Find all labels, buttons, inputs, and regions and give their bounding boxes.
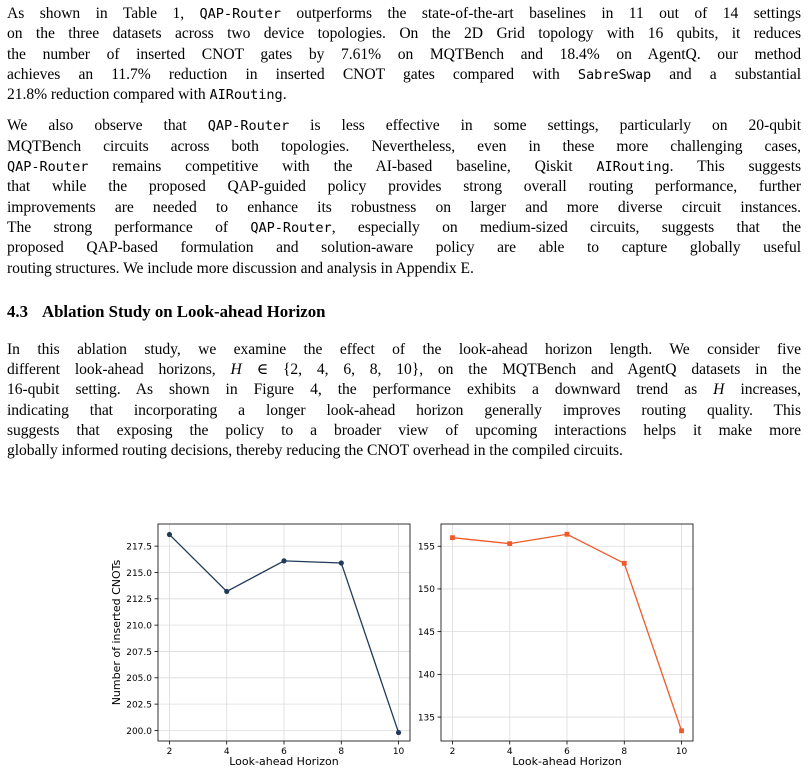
y-tick-label: 207.5 <box>126 647 152 658</box>
data-point <box>622 561 627 566</box>
text-line: 16-qubit setting. As shown in Figure 4, the performance exhibits a downward trend as H increases, <box>7 381 801 399</box>
figure-4 <box>0 520 808 771</box>
text-line: The strong performance of QAP-Router, especially on medium-sized circuits, suggests that the <box>7 218 802 236</box>
text-line: globally informed routing decisions, thereby reducing the CNOT overhead in the compiled circuits. <box>7 442 623 460</box>
code-term: QAP-Router <box>7 159 89 176</box>
x-tick-label: 6 <box>281 747 287 757</box>
data-point <box>281 558 286 563</box>
y-tick-label: 212.5 <box>126 595 152 606</box>
y-tick-label: 202.5 <box>126 700 152 711</box>
code-term: SabreSwap <box>577 66 652 83</box>
code-term: QAP-Router <box>207 118 290 135</box>
text-line: improvements are needed to enhance its robustness on larger and more diverse circuit instances. <box>7 198 801 216</box>
text-line: routing structures. We include more discussion and analysis in Appendix E. <box>7 259 474 277</box>
data-point <box>224 589 229 594</box>
figure-4-svg <box>0 520 808 771</box>
x-tick-label: 10 <box>675 747 688 757</box>
text-line: QAP-Router remains competitive with the AI-based baseline, Qiskit AIRouting. This suggests <box>7 158 801 176</box>
text-line: indicating that incorporating a longer look-ahead horizon generally improves routing quality. This <box>7 401 801 419</box>
code-term: AIRouting <box>209 87 283 104</box>
data-point <box>450 535 455 540</box>
text-line: on the three datasets across two device topologies. On the 2D Grid topology with 16 qubits, it reduces <box>7 25 801 43</box>
x-tick-label: 2 <box>166 747 173 757</box>
text-line: different look-ahead horizons, H ∈ {2, 4, 6, 8, 10}, on the MQTBench and AgentQ datasets in the <box>7 361 801 379</box>
text-line: proposed QAP-based formulation and solution-aware policy are able to capture globally useful <box>7 239 801 257</box>
y-axis-label: Number of inserted CNOTs <box>110 559 123 706</box>
x-tick-label: 10 <box>392 747 405 757</box>
math-symbol: H <box>713 381 725 399</box>
y-tick-label: 217.5 <box>126 542 152 553</box>
code-term: QAP-Router <box>199 6 281 22</box>
data-point <box>339 560 344 565</box>
data-point <box>167 532 172 537</box>
text-line: As shown in Table 1, QAP-Router outperforms the state-of-the-art baselines in 11 out of 14 settings <box>7 5 801 22</box>
text-line: MQTBench circuits across both topologies. Nevertheless, even in these more challenging cases, <box>7 137 801 155</box>
section-heading <box>7 301 801 323</box>
paragraph-observations <box>7 116 801 278</box>
text-line: the number of inserted CNOT gates by 7.61% on MQTBench and 18.4% on AgentQ. our method <box>7 45 801 63</box>
text-line: In this ablation study, we examine the effect of the look-ahead horizon length. We consider five <box>7 340 801 358</box>
x-tick-label: 8 <box>338 747 345 757</box>
y-tick-label: 200.0 <box>126 726 152 737</box>
y-tick-label: 210.0 <box>126 621 152 632</box>
code-term: AIRouting <box>596 159 670 176</box>
y-tick-label: 140 <box>417 670 435 681</box>
y-tick-label: 150 <box>417 585 435 596</box>
x-axis-label: Look-ahead Horizon <box>512 755 622 768</box>
x-tick-label: 4 <box>506 747 513 757</box>
x-axis-label: Look-ahead Horizon <box>229 755 339 768</box>
paper-page <box>7 4 801 462</box>
text-line: 21.8% reduction compared with AIRouting. <box>7 86 287 104</box>
data-point <box>507 541 512 546</box>
text-line: We also observe that QAP-Router is less effective in some settings, particularly on 20-qubit <box>7 117 801 135</box>
y-tick-label: 155 <box>417 542 435 553</box>
data-point <box>679 728 684 733</box>
data-point <box>565 532 570 537</box>
data-point <box>396 730 401 735</box>
paragraph-ablation <box>7 340 801 462</box>
x-tick-label: 4 <box>223 747 230 757</box>
section-title: Ablation Study on Look-ahead Horizon <box>41 301 326 321</box>
y-tick-label: 215.0 <box>126 568 152 579</box>
y-tick-label: 205.0 <box>126 674 152 685</box>
text-line: that while the proposed QAP-guided policy provides strong overall routing performance, further <box>7 178 801 196</box>
code-term: QAP-Router <box>250 219 332 236</box>
section-number: 4.3 <box>7 301 28 321</box>
x-tick-label: 6 <box>564 747 570 757</box>
paragraph-results <box>7 4 801 105</box>
y-tick-label: 145 <box>417 627 435 638</box>
math-symbol: H <box>230 361 242 379</box>
text-line: achieves an 11.7% reduction in inserted CNOT gates compared with SabreSwap and a substantial <box>7 65 801 83</box>
text-line: suggests that exposing the policy to a broader view of upcoming interactions helps it make more <box>7 422 801 440</box>
x-tick-label: 2 <box>449 747 456 757</box>
x-tick-label: 8 <box>621 747 628 757</box>
y-tick-label: 135 <box>417 713 435 724</box>
